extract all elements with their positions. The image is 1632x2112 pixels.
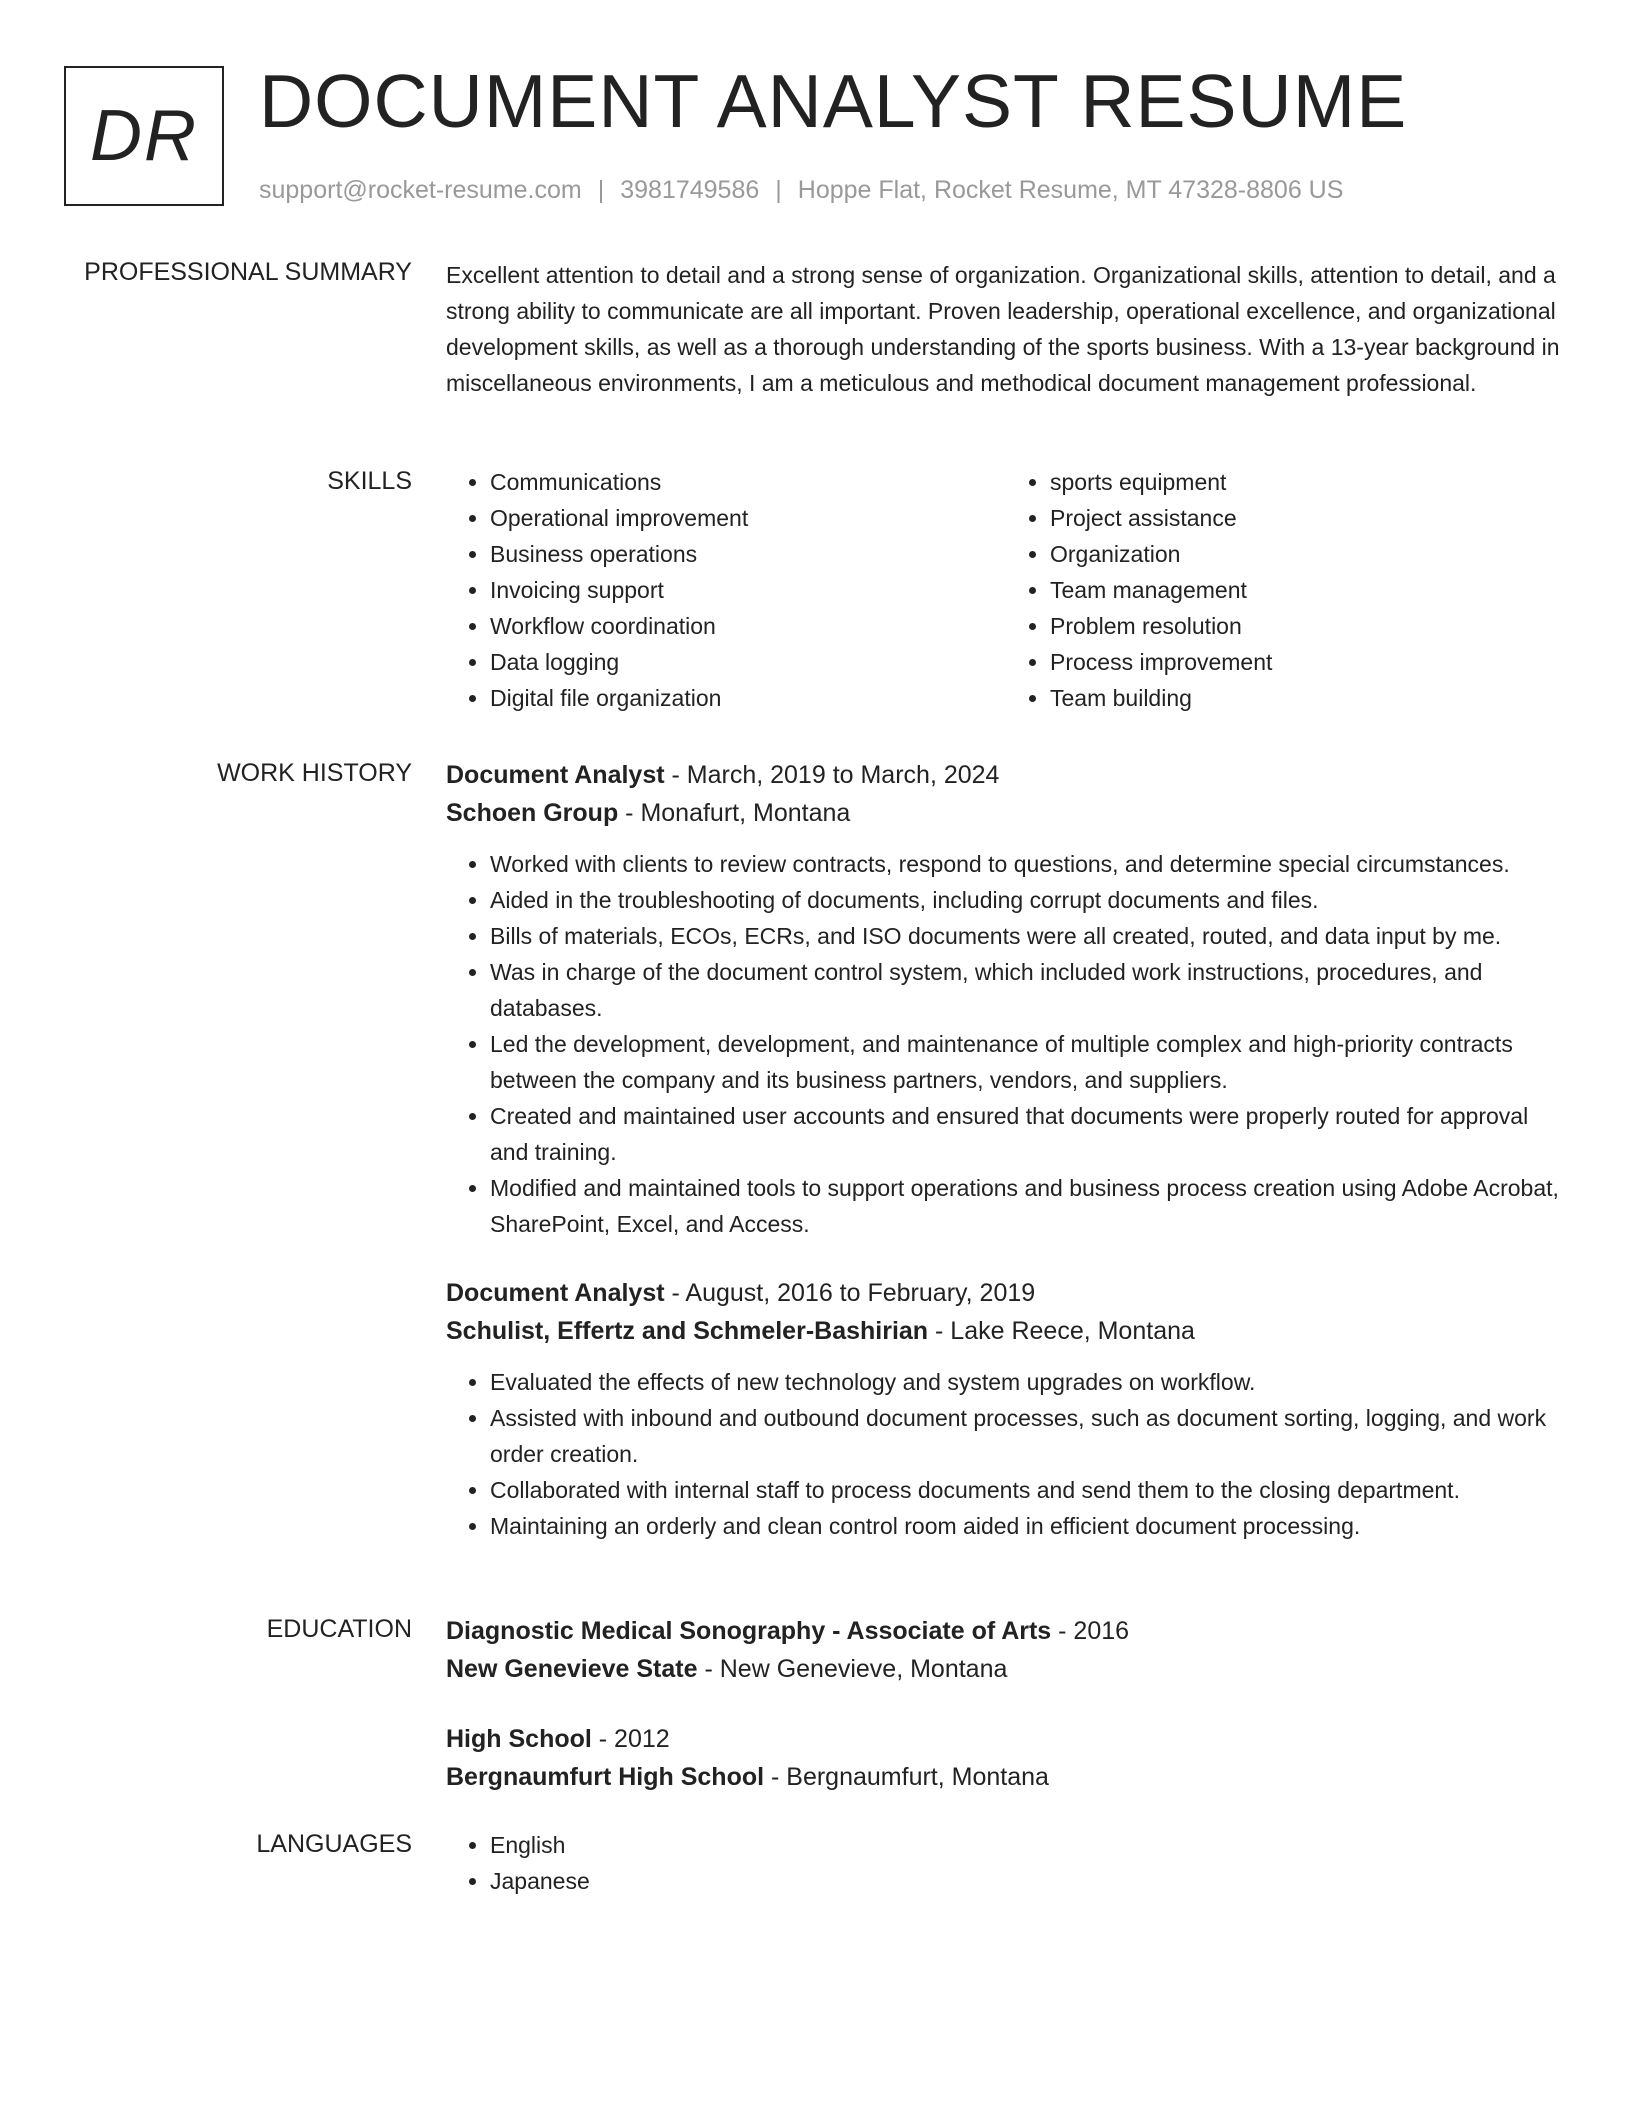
skill-item: • sports equipment bbox=[1050, 464, 1566, 500]
skill-item: • Workflow coordination bbox=[490, 608, 1006, 644]
education-entry bbox=[446, 1720, 1566, 1796]
job-entry bbox=[446, 756, 1566, 1242]
contact-line bbox=[259, 173, 1343, 207]
education-school: New Genevieve State bbox=[446, 1655, 698, 1683]
skill-item: • Process improvement bbox=[1050, 644, 1566, 680]
education-year: - 2016 bbox=[1051, 1617, 1130, 1645]
education-content bbox=[446, 1612, 1566, 1796]
education-school-line bbox=[446, 1758, 1566, 1796]
skill-item: • Data logging bbox=[490, 644, 1006, 680]
job-dates: - August, 2016 to February, 2019 bbox=[664, 1279, 1036, 1307]
education-school-line bbox=[446, 1650, 1566, 1688]
education-label: EDUCATION bbox=[266, 1615, 412, 1643]
resume-title: DOCUMENT ANALYST RESUME bbox=[259, 59, 1408, 143]
job-company: Schulist, Effertz and Schmeler-Bashirian bbox=[446, 1317, 929, 1345]
work-history-label: WORK HISTORY bbox=[217, 759, 412, 787]
contact-phone: 3981749586 bbox=[620, 176, 760, 204]
language-item: • Japanese bbox=[490, 1863, 1566, 1899]
skill-item: • Invoicing support bbox=[490, 572, 1006, 608]
job-bullet: • Maintaining an orderly and clean control room aided in efficient document processing. bbox=[490, 1508, 1566, 1544]
skills-label: SKILLS bbox=[327, 467, 412, 495]
languages-list bbox=[446, 1827, 1566, 1899]
languages-content bbox=[446, 1827, 1566, 1899]
job-bullet: • Created and maintained user accounts and ensured that documents were properly routed for approval and training. bbox=[490, 1098, 1566, 1170]
job-bullet: • Bills of materials, ECOs, ECRs, and ISO documents were all created, routed, and data input by me. bbox=[490, 918, 1566, 954]
languages-label: LANGUAGES bbox=[256, 1830, 412, 1858]
skills-list-right bbox=[1006, 464, 1566, 716]
education-degree: High School bbox=[446, 1725, 592, 1753]
job-bullet: • Assisted with inbound and outbound document processes, such as document sorting, logging, and work order creation. bbox=[490, 1400, 1566, 1472]
education-year: - 2012 bbox=[591, 1725, 670, 1753]
skills-list-left bbox=[446, 464, 1006, 716]
education-location: - Bergnaumfurt, Montana bbox=[764, 1763, 1049, 1791]
education-degree-line bbox=[446, 1612, 1566, 1650]
contact-address: Hoppe Flat, Rocket Resume, MT 47328-8806 US bbox=[797, 176, 1344, 204]
skill-item: • Organization bbox=[1050, 536, 1566, 572]
job-title-line bbox=[446, 756, 1566, 794]
job-bullet: • Was in charge of the document control system, which included work instructions, procedures, and databases. bbox=[490, 954, 1566, 1026]
contact-separator: | bbox=[775, 176, 782, 204]
job-entry bbox=[446, 1274, 1566, 1544]
job-title-line bbox=[446, 1274, 1566, 1312]
job-location: - Monafurt, Montana bbox=[618, 799, 851, 827]
job-location: - Lake Reece, Montana bbox=[928, 1317, 1195, 1345]
job-company-line bbox=[446, 794, 1566, 832]
job-title: Document Analyst bbox=[446, 1279, 665, 1307]
job-bullet: • Led the development, development, and maintenance of multiple complex and high-priority contracts between the company and its business partners, vendors, and suppliers. bbox=[490, 1026, 1566, 1098]
job-bullet: • Collaborated with internal staff to process documents and send them to the closing department. bbox=[490, 1472, 1566, 1508]
skill-item: • Communications bbox=[490, 464, 1006, 500]
skills-content bbox=[446, 464, 1566, 716]
work-history-content bbox=[446, 756, 1566, 1544]
job-dates: - March, 2019 to March, 2024 bbox=[664, 761, 1000, 789]
skill-item: • Project assistance bbox=[1050, 500, 1566, 536]
job-company: Schoen Group bbox=[446, 799, 619, 827]
skill-item: • Problem resolution bbox=[1050, 608, 1566, 644]
summary-text: Excellent attention to detail and a strong sense of organization. Organizational skills, attention to detail, and a strong ability to communicate are all important. Proven leadership, operational excellence, and organizational development skills, as well as a thorough understanding of the sports business. With a 13-year background in miscellaneous environments, I am a meticulous and methodical document management professional. bbox=[446, 262, 1560, 396]
job-bullet: • Aided in the troubleshooting of documents, including corrupt documents and files. bbox=[490, 882, 1566, 918]
job-bullet-list bbox=[446, 1364, 1566, 1544]
job-bullet: • Modified and maintained tools to support operations and business process creation using Adobe Acrobat, SharePoint, Excel, and Access. bbox=[490, 1170, 1566, 1242]
contact-separator: | bbox=[597, 176, 605, 204]
skill-item: • Business operations bbox=[490, 536, 1006, 572]
skill-item: • Team management bbox=[1050, 572, 1566, 608]
education-degree: Diagnostic Medical Sonography - Associate of Arts bbox=[446, 1617, 1052, 1645]
summary-content bbox=[446, 257, 1566, 401]
job-company-line bbox=[446, 1312, 1566, 1350]
skill-item: • Digital file organization bbox=[490, 680, 1006, 716]
contact-email: support@rocket-resume.com bbox=[259, 176, 582, 204]
education-entry bbox=[446, 1612, 1566, 1688]
education-degree-line bbox=[446, 1720, 1566, 1758]
education-location: - New Genevieve, Montana bbox=[697, 1655, 1008, 1683]
monogram-badge: DR bbox=[64, 66, 224, 206]
job-bullet: • Evaluated the effects of new technology and system upgrades on workflow. bbox=[490, 1364, 1566, 1400]
education-school: Bergnaumfurt High School bbox=[446, 1763, 765, 1791]
job-bullet: • Worked with clients to review contracts, respond to questions, and determine special circumstances. bbox=[490, 846, 1566, 882]
skill-item: • Operational improvement bbox=[490, 500, 1006, 536]
skill-item: • Team building bbox=[1050, 680, 1566, 716]
summary-label: PROFESSIONAL SUMMARY bbox=[84, 258, 412, 286]
job-bullet-list bbox=[446, 846, 1566, 1242]
language-item: • English bbox=[490, 1827, 1566, 1863]
job-title: Document Analyst bbox=[446, 761, 665, 789]
